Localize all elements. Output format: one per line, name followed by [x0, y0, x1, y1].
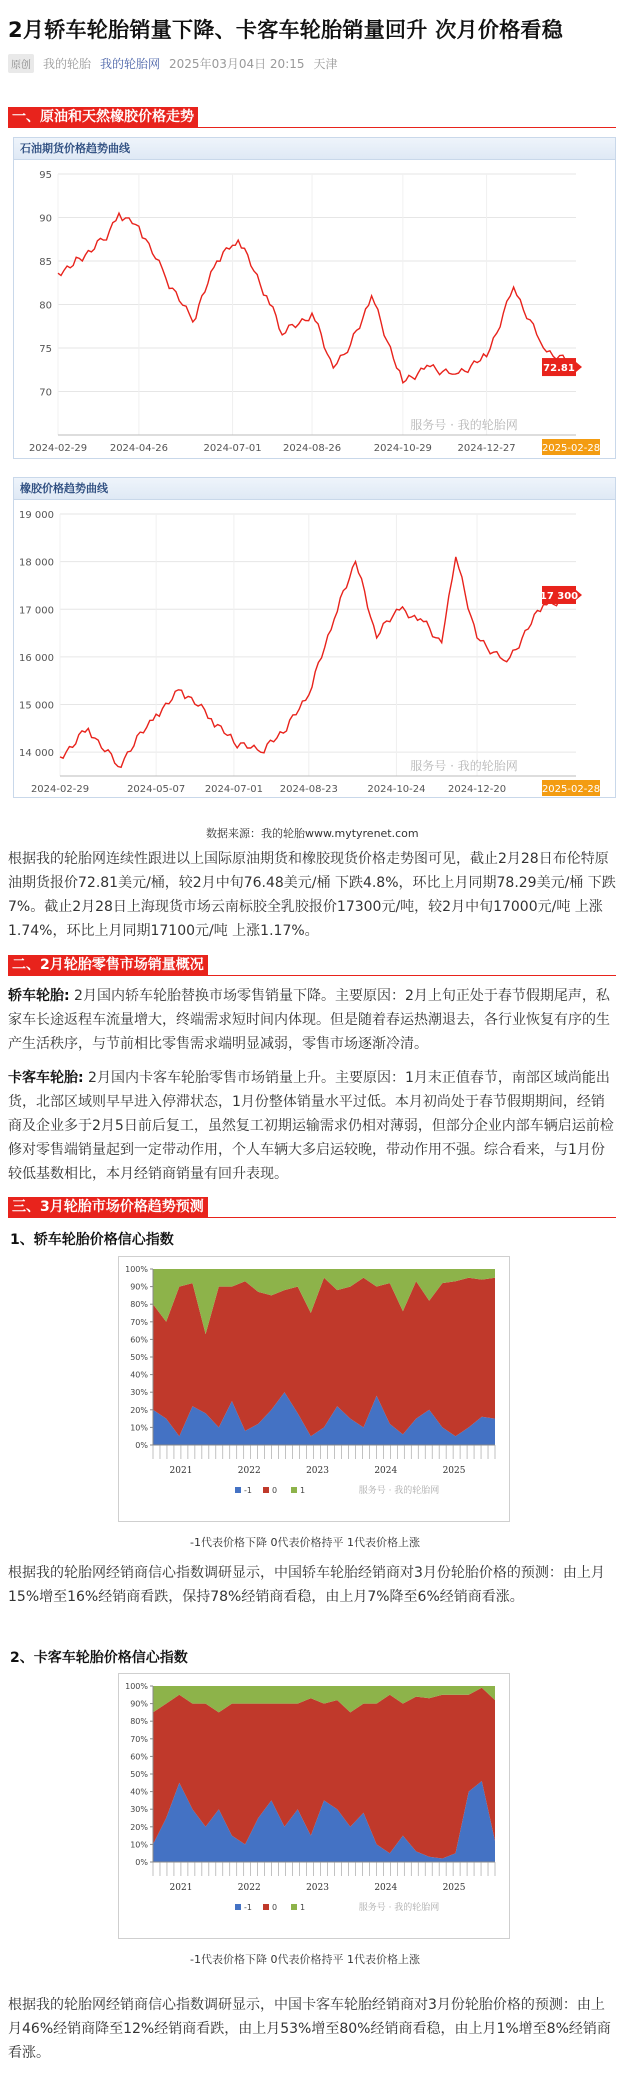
y-tick-label: 10% — [130, 1423, 148, 1433]
truck-confidence-caption: -1代表价格下降 0代表价格持平 1代表价格上涨 — [190, 1953, 420, 1966]
y-tick-label: 100% — [125, 1265, 148, 1274]
year-label: 2023 — [306, 1466, 329, 1476]
legend-swatch — [263, 1904, 269, 1910]
source-caption: 数据来源：我的轮胎www.mytyrenet.com — [206, 827, 419, 840]
x-tick-label: 2024-08-26 — [282, 443, 342, 454]
y-tick-label: 18 000 — [19, 557, 54, 569]
y-tick-label: 40% — [130, 1787, 148, 1797]
y-tick-label: 70% — [130, 1317, 148, 1327]
last-value-marker — [542, 358, 582, 376]
x-tick-label: 2024-07-01 — [204, 784, 263, 795]
author-link[interactable]: 我的轮胎 — [43, 57, 92, 71]
car-confidence-caption: -1代表价格下降 0代表价格持平 1代表价格上涨 — [190, 1536, 420, 1549]
y-tick-label: 90% — [130, 1699, 148, 1709]
y-tick-label: 15 000 — [19, 700, 54, 712]
y-tick-label: 0% — [135, 1441, 148, 1450]
legend-swatch — [291, 1904, 297, 1910]
truck-confidence-plot — [119, 1674, 509, 1938]
x-tick-label: 2024-08-23 — [279, 784, 338, 795]
section-heading-3: 三、3月轮胎市场价格趋势预测 — [8, 1197, 208, 1217]
y-tick-label: 20% — [130, 1822, 148, 1832]
legend-label: 0 — [272, 1486, 278, 1495]
car-confidence-chart — [118, 1256, 510, 1522]
y-tick-label: 70% — [130, 1734, 148, 1744]
y-tick-label: 75 — [39, 344, 52, 355]
y-tick-label: 50% — [130, 1770, 148, 1779]
x-tick-label: 2024-10-24 — [367, 784, 426, 795]
price-line — [60, 557, 579, 767]
legend-label: 0 — [272, 1903, 278, 1912]
legend-swatch — [235, 1487, 241, 1493]
x-tick-label: 2024-10-29 — [373, 443, 432, 454]
y-tick-label: 20% — [130, 1405, 148, 1415]
paragraph-truck-tires — [8, 1066, 618, 1186]
year-label: 2025 — [442, 1466, 466, 1476]
section-heading-2: 二、2月轮胎零售市场销量概况 — [8, 955, 208, 975]
x-tick-label: 2024-12-27 — [457, 443, 516, 454]
legend-swatch — [291, 1487, 297, 1493]
y-tick-label: 90% — [130, 1282, 148, 1292]
y-tick-label: 60% — [130, 1752, 148, 1762]
y-tick-label: 70 — [39, 387, 52, 399]
x-tick-label: 2024-12-20 — [447, 784, 507, 795]
truck-confidence-chart — [118, 1673, 510, 1939]
legend-label: -1 — [244, 1903, 252, 1912]
legend-label: 1 — [300, 1903, 306, 1912]
y-tick-label: 0% — [135, 1858, 148, 1867]
x-tick-label: 2024-02-29 — [30, 784, 90, 795]
y-tick-label: 95 — [39, 170, 52, 181]
paragraph-car-confidence: 根据我的轮胎网经销商信心指数调研显示，中国轿车轮胎经销商对3月份轮胎价格的预测：由上月15%增至16%经销商看跌，保持78%经销商看稳，由上月7%降至6%经销商看涨。 — [8, 1565, 605, 1605]
paragraph-prices: 根据我的轮胎网连续性跟进以上国际原油期货和橡胶现货价格走势图可见，截止2月28日布伦特原油期货报价72.81美元/桶，较2月中旬76.48美元/桶 下跌4.8%，环比上月同期78.29美元/桶 下跌7%。截止2月28日上海现货市场云南标胶全乳胶报价17300元/吨，较2月中旬17000元/吨 上涨1.74%，环比上月同期17100元/吨 上涨1.17%。 — [8, 851, 616, 939]
y-tick-label: 100% — [125, 1682, 148, 1691]
y-tick-label: 16 000 — [19, 652, 54, 664]
year-label: 2024 — [374, 1883, 398, 1893]
y-tick-label: 30% — [130, 1388, 148, 1398]
location: 天津 — [313, 57, 338, 71]
y-tick-label: 60% — [130, 1335, 148, 1345]
oil-chart-plot — [14, 160, 615, 458]
y-tick-label: 85 — [39, 257, 52, 268]
rubber-chart-plot — [14, 500, 615, 797]
year-label: 2024 — [374, 1466, 398, 1476]
end-date-label: 2025-02-28 — [541, 443, 601, 454]
legend-label: -1 — [244, 1486, 252, 1495]
legend-swatch — [235, 1904, 241, 1910]
oil-chart — [13, 137, 616, 459]
year-label: 2022 — [237, 1466, 261, 1476]
paragraph-truck-confidence: 根据我的轮胎网经销商信心指数调研显示，中国卡客车轮胎经销商对3月份轮胎价格的预测：由上月46%经销商降至12%经销商看跌，由上月53%增至80%经销商看稳，由上月1%增至8%经销商看涨。 — [8, 1997, 611, 2061]
y-tick-label: 80% — [130, 1717, 148, 1727]
legend-label: 1 — [300, 1486, 306, 1495]
article-title: 2月轿车轮胎销量下降、卡客车轮胎销量回升 次月价格看稳 — [8, 18, 564, 42]
last-value-arrow — [576, 362, 582, 372]
last-value-label: 72.81 — [543, 363, 575, 375]
y-tick-label: 50% — [130, 1353, 148, 1362]
y-tick-label: 40% — [130, 1370, 148, 1380]
section-divider-3 — [8, 1217, 616, 1218]
section-divider-1 — [8, 127, 616, 128]
truck-confidence-heading: 2、卡客车轮胎价格信心指数 — [10, 1650, 188, 1666]
y-tick-label: 14 000 — [19, 748, 54, 760]
chart-watermark: 服务号 · 我的轮胎网 — [410, 418, 518, 432]
article-meta — [8, 54, 338, 73]
price-line — [58, 213, 576, 383]
year-label: 2021 — [169, 1466, 193, 1476]
truck-text: 2月国内卡客车轮胎零售市场销量上升。主要原因：1月末正值春节，南部区域尚能出货，北部区域则早早进入停滞状态，1月份整体销量水平过低。本月初尚处于春节假期期间，经销商及企业多于2月5日前后复工，虽然复工初期运输需求仍相对薄弱，但部分企业内部车辆启运前检修对零售端销量起到一定带动作用，个人车辆大多启运较晚，带动作用不强。综合看来，与1月份较低基数相比，本月经销商销量有回升表现。 — [8, 1070, 614, 1182]
chart-watermark: 服务号 · 我的轮胎网 — [358, 1486, 440, 1496]
y-tick-label: 10% — [130, 1840, 148, 1850]
y-tick-label: 30% — [130, 1805, 148, 1815]
year-label: 2022 — [237, 1883, 261, 1893]
original-badge: 原创 — [8, 54, 34, 73]
year-label: 2021 — [169, 1883, 193, 1893]
site-link[interactable]: 我的轮胎网 — [100, 57, 161, 71]
truck-label: 卡客车轮胎: — [8, 1070, 84, 1086]
car-confidence-plot — [119, 1257, 509, 1521]
last-value-label: 17 300 — [539, 590, 579, 602]
car-text: 2月国内轿车轮胎替换市场零售销量下降。主要原因：2月上旬正处于春节假期尾声，私家车长途返程车流量增大，终端需求短时间内体现。但是随着春运热潮退去，各行业恢复有序的生产生活秩序，与节前相比零售需求端明显减弱，零售市场逐渐冷清。 — [8, 988, 610, 1052]
y-tick-label: 80% — [130, 1300, 148, 1310]
x-tick-label: 2024-02-29 — [28, 443, 88, 454]
publish-datetime: 2025年03月04日 20:15 — [169, 57, 305, 71]
paragraph-car-tires — [8, 984, 618, 1056]
y-tick-label: 90 — [39, 213, 52, 225]
car-confidence-heading: 1、轿车轮胎价格信心指数 — [10, 1232, 174, 1248]
year-label: 2025 — [442, 1883, 466, 1893]
section-heading-1: 一、原油和天然橡胶价格走势 — [8, 107, 198, 127]
rubber-chart-header: 橡胶价格趋势曲线 — [14, 478, 615, 500]
x-tick-label: 2024-04-26 — [109, 443, 168, 454]
x-tick-label: 2024-07-01 — [203, 443, 262, 454]
chart-watermark: 服务号 · 我的轮胎网 — [410, 759, 518, 773]
y-tick-label: 17 000 — [19, 605, 54, 617]
year-label: 2023 — [306, 1883, 329, 1893]
x-tick-label: 2024-05-07 — [127, 784, 186, 795]
chart-watermark: 服务号 · 我的轮胎网 — [358, 1903, 440, 1913]
car-label: 轿车轮胎: — [8, 988, 70, 1004]
section-divider-2 — [8, 975, 616, 976]
end-date-label: 2025-02-28 — [541, 784, 601, 795]
y-tick-label: 19 000 — [19, 510, 54, 521]
last-value-marker — [540, 586, 582, 604]
oil-chart-header: 石油期货价格趋势曲线 — [14, 138, 615, 160]
y-tick-label: 80 — [39, 300, 52, 312]
legend-swatch — [263, 1487, 269, 1493]
rubber-chart — [13, 477, 616, 798]
